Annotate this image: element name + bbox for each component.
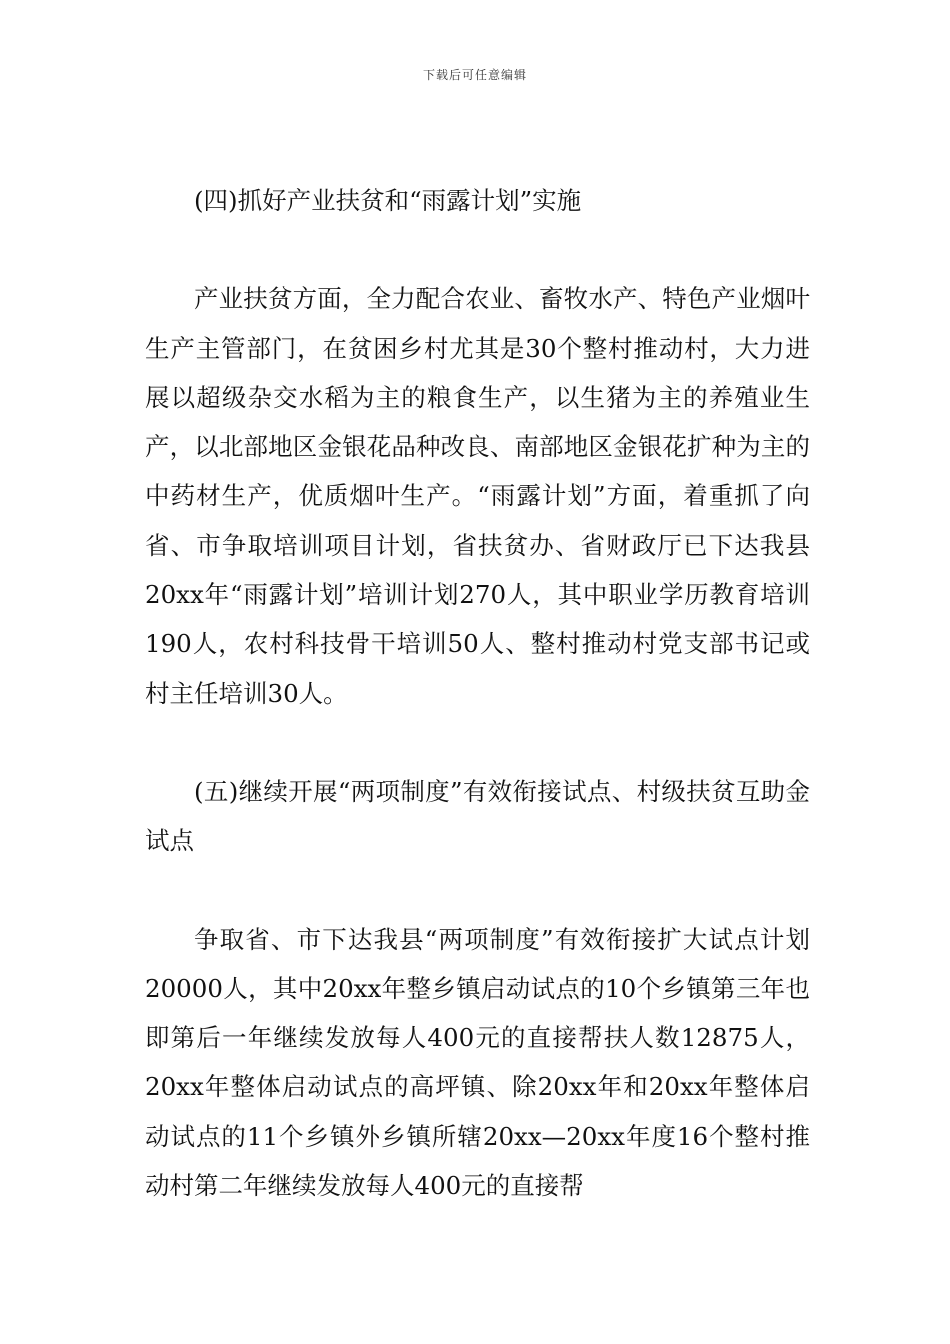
paragraph-two-systems: 争取省、市下达我县“两项制度”有效衔接扩大试点计划20000人，其中20xx年整乡镇启动试点的10个乡镇第三年也即第后一年继续发放每人400元的直接帮扶人数12875人，20xx年整体启动试点的高坪镇、除20xx年和20xx年整体启动试点的11个乡镇外乡镇所辖20xx—20xx年度16个整村推动村第二年继续发放每人400元的直接帮 — [145, 924, 810, 1201]
section-heading-5: (五)继续开展“两项制度”有效衔接试点、村级扶贫互助金试点 — [145, 776, 810, 856]
paragraph-industry-poverty: 产业扶贫方面，全力配合农业、畜牧水产、特色产业烟叶生产主管部门，在贫困乡村尤其是30个整村推动村，大力进展以超级杂交水稻为主的粮食生产，以生猪为主的养殖业生产，以北部地区金银花品种改良、南部地区金银花扩种为主的中药材生产，优质烟叶生产。“雨露计划”方面，着重抓了向省、市争取培训项目计划，省扶贫办、省财政厅已下达我县20xx年“雨露计划”培训计划270人，其中职业学历教育培训190人，农村科技骨干培训50人、整村推动村党支部书记或村主任培训30人。 — [145, 284, 810, 708]
document-body — [145, 176, 810, 1210]
section-heading-4: (四)抓好产业扶贫和“雨露计划”实施 — [194, 186, 582, 215]
header-note: 下载后可任意编辑 — [422, 68, 527, 82]
